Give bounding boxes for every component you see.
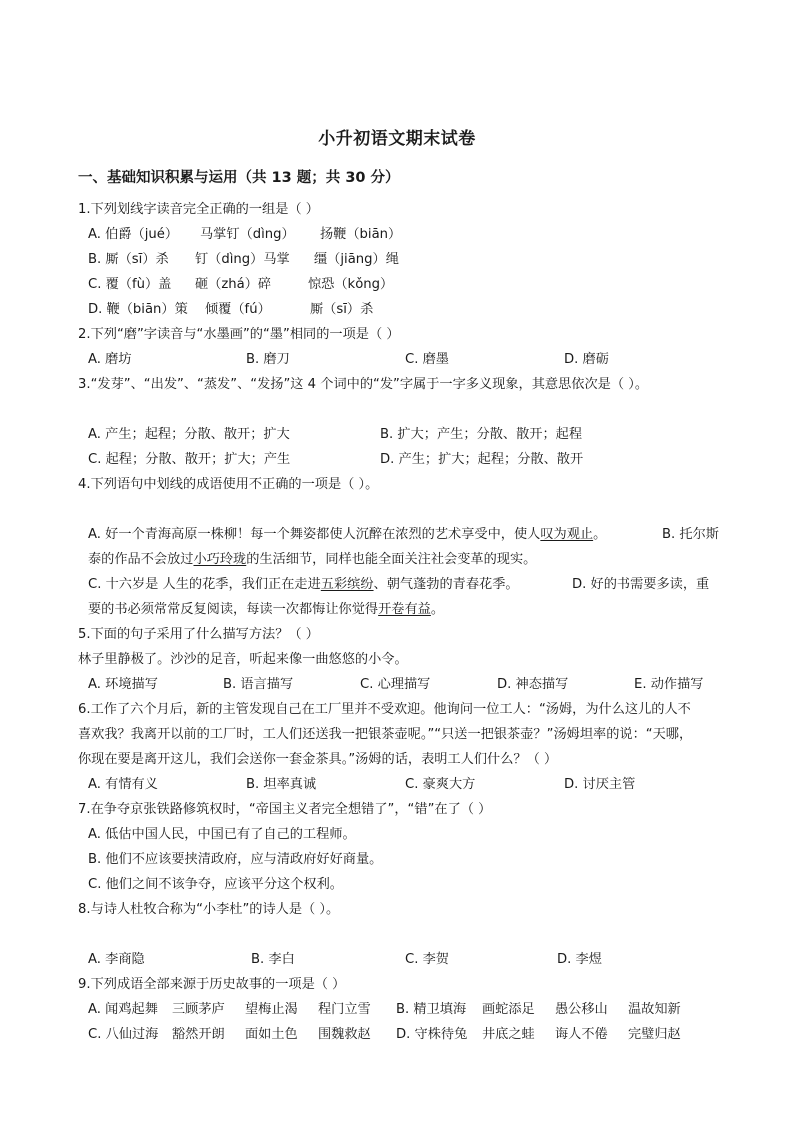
q2-option-b: B. 磨刀 xyxy=(246,352,290,367)
q3-option-c: C. 起程；分散、散开；扩大；产生 xyxy=(88,452,291,467)
q6-option-d: D. 讨厌主管 xyxy=(564,777,636,792)
question-4-stem: 4.下列语句中划线的成语使用不正确的一项是（ ）。 xyxy=(78,477,379,492)
q8-option-a: A. 李商隐 xyxy=(88,952,145,967)
q4-a-text: A. 好一个青海高原一株柳！每一个舞姿都使人沉醉在浓烈的艺术享受中，使人 xyxy=(88,527,541,542)
q4-option-d: D. 好的书需要多读，重 xyxy=(572,577,710,592)
q1-option-c-2: 砸（zhá）碎 xyxy=(195,277,272,292)
q1-option-d-3: 厮（sī）杀 xyxy=(310,302,374,317)
q9-d-idiom-3: 诲人不倦 xyxy=(555,1027,608,1042)
q4-d-idiom: 开卷有益 xyxy=(378,602,431,617)
q9-c-idiom-2: 豁然开朗 xyxy=(172,1027,225,1042)
q1-option-d-1: D. 鞭（biān）策 xyxy=(88,302,188,317)
q1-option-b-2: 钉（dìng）马掌 xyxy=(195,252,290,267)
q4-c-idiom: 五彩缤纷 xyxy=(320,577,374,592)
q5-option-a: A. 环境描写 xyxy=(88,677,158,692)
q3-option-a: A. 产生；起程；分散、散开；扩大 xyxy=(88,427,290,442)
question-5-stem: 5.下面的句子采用了什么描写方法？（ ） xyxy=(78,627,319,642)
q4-option-d-cont xyxy=(88,600,444,620)
q2-option-a: A. 磨坊 xyxy=(88,352,132,367)
q9-d-idiom-2: 井底之蛙 xyxy=(482,1027,535,1042)
q4-d-end: 。 xyxy=(430,602,445,617)
q9-c-idiom-3: 面如土色 xyxy=(245,1027,298,1042)
q9-a-idiom-1: A. 闻鸡起舞 xyxy=(88,1002,158,1017)
q5-option-d: D. 神态描写 xyxy=(497,677,569,692)
q9-b-idiom-2: 画蛇添足 xyxy=(482,1002,535,1017)
q4-option-c xyxy=(88,575,519,595)
question-3-stem: 3.“发芽”、“出发”、“蒸发”、“发扬”这 4 个词中的“发”字属于一字多义现象，其意思依次是（ ）。 xyxy=(78,377,649,392)
q6-option-b: B. 坦率真诚 xyxy=(246,777,317,792)
question-6-line-1: 6.工作了六个月后，新的主管发现自己在工厂里并不受欢迎。他询问一位工人：“汤姆，为什么这儿的人不 xyxy=(78,702,691,717)
section-heading: 一、基础知识积累与运用（共 13 题；共 30 分） xyxy=(78,170,400,186)
page-title: 小升初语文期末试卷 xyxy=(318,129,476,149)
question-8-stem: 8.与诗人杜牧合称为“小李杜”的诗人是（ ）。 xyxy=(78,902,340,917)
q8-option-d: D. 李煜 xyxy=(557,952,602,967)
q9-a-idiom-4: 程门立雪 xyxy=(318,1002,371,1017)
q9-b-idiom-3: 愚公移山 xyxy=(555,1002,608,1017)
q1-option-b-1: B. 厮（sī）杀 xyxy=(88,252,169,267)
q1-option-a-1: A. 伯爵（jué） xyxy=(88,227,179,242)
q4-a-idiom: 叹为观止 xyxy=(540,527,594,542)
q9-c-idiom-1: C. 八仙过海 xyxy=(88,1027,159,1042)
q9-a-idiom-2: 三顾茅庐 xyxy=(172,1002,225,1017)
q3-option-d: D. 产生；扩大；起程；分散、散开 xyxy=(380,452,584,467)
q5-sentence: 林子里静极了。沙沙的足音，听起来像一曲悠悠的小令。 xyxy=(78,652,408,667)
q3-option-b: B. 扩大；产生；分散、散开；起程 xyxy=(380,427,583,442)
q1-option-b-3: 缰（jiāng）绳 xyxy=(314,252,399,267)
q6-option-a: A. 有情有义 xyxy=(88,777,158,792)
q1-option-c-3: 惊恐（kǒng） xyxy=(308,277,394,292)
q8-option-b: B. 李白 xyxy=(251,952,295,967)
q9-a-idiom-3: 望梅止渴 xyxy=(245,1002,298,1017)
q7-option-c: C. 他们之间不该争夺，应该平分这个权利。 xyxy=(88,877,343,892)
q1-option-d-2: 倾覆（fú） xyxy=(205,302,271,317)
q4-option-a xyxy=(88,525,606,545)
q9-b-idiom-1: B. 精卫填海 xyxy=(396,1002,467,1017)
q4-d-text: 要的书必须常常反复阅读，每读一次都悔让你觉得 xyxy=(88,602,379,617)
q9-d-idiom-1: D. 守株待兔 xyxy=(396,1027,468,1042)
q4-b-idiom: 小巧玲珑 xyxy=(193,552,247,567)
q2-option-d: D. 磨砺 xyxy=(564,352,609,367)
q4-a-end: 。 xyxy=(593,527,607,542)
q7-option-b: B. 他们不应该要挟清政府，应与清政府好好商量。 xyxy=(88,852,383,867)
q8-option-c: C. 李贺 xyxy=(405,952,449,967)
q4-c-text: C. 十六岁是 人生的花季，我们正在走进 xyxy=(88,577,321,592)
q9-c-idiom-4: 围魏救赵 xyxy=(318,1027,371,1042)
q9-b-idiom-4: 温故知新 xyxy=(628,1002,681,1017)
question-2-stem: 2.下列“磨”字读音与“水墨画”的“墨”相同的一项是（ ） xyxy=(78,327,400,342)
q4-c-end: 、朝气蓬勃的青春花季。 xyxy=(373,577,519,592)
q4-b-text: 泰的作品不会放过 xyxy=(88,552,194,567)
question-7-stem: 7.在争夺京张铁路修筑权时，“帝国主义者完全想错了”，“错”在了（ ） xyxy=(78,802,492,817)
question-9-stem: 9.下列成语全部来源于历史故事的一项是（ ） xyxy=(78,977,346,992)
q4-b-end: 的生活细节，同样也能全面关注社会变革的现实。 xyxy=(246,552,537,567)
q2-option-c: C. 磨墨 xyxy=(405,352,449,367)
q1-option-c-1: C. 覆（fù）盖 xyxy=(88,277,172,292)
q5-option-b: B. 语言描写 xyxy=(223,677,294,692)
question-6-line-2: 喜欢我？我离开以前的工厂时，工人们还送我一把银茶壶呢。”“只送一把银茶壶？”汤姆坦率的说：“天哪， xyxy=(78,727,693,742)
q7-option-a: A. 低估中国人民，中国已有了自己的工程师。 xyxy=(88,827,356,842)
q9-d-idiom-4: 完璧归赵 xyxy=(628,1027,681,1042)
question-6-line-3: 你现在要是离开这儿，我们会送你一套金茶具。”汤姆的话，表明工人们什么？（ ） xyxy=(78,752,558,767)
q1-option-a-3: 扬鞭（biān） xyxy=(320,227,402,242)
q4-option-b: B. 托尔斯 xyxy=(662,527,719,542)
question-1-stem: 1.下列划线字读音完全正确的一组是（ ） xyxy=(78,202,319,217)
q4-option-b-cont xyxy=(88,550,536,570)
q6-option-c: C. 豪爽大方 xyxy=(405,777,476,792)
q5-option-e: E. 动作描写 xyxy=(634,677,704,692)
q5-option-c: C. 心理描写 xyxy=(360,677,431,692)
q1-option-a-2: 马掌钉（dìng） xyxy=(200,227,295,242)
